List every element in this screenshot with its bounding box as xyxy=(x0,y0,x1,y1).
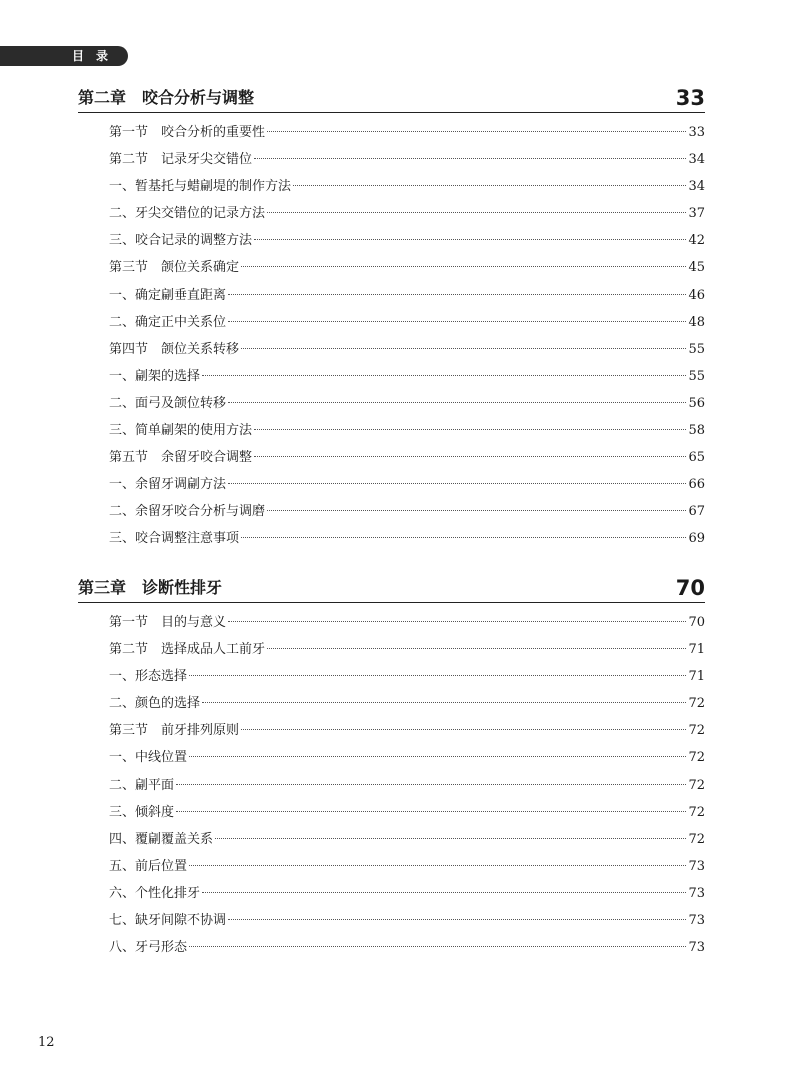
toc-item-entry[interactable] xyxy=(78,471,705,498)
toc-item-entry[interactable] xyxy=(78,390,705,417)
dot-leader xyxy=(228,321,686,322)
entry-page-number: 70 xyxy=(688,615,705,630)
dot-leader xyxy=(202,702,686,703)
toc-section-entry[interactable] xyxy=(78,146,705,173)
entry-page-number: 42 xyxy=(688,233,705,249)
entry-page-number: 73 xyxy=(688,858,705,874)
toc-item-entry[interactable] xyxy=(78,934,705,961)
chapter-block xyxy=(78,570,705,961)
toc-item-entry[interactable] xyxy=(78,309,705,336)
toc-item-entry[interactable] xyxy=(78,772,705,799)
toc-item-entry[interactable] xyxy=(78,200,705,227)
dot-leader xyxy=(293,185,686,186)
dot-leader xyxy=(189,675,686,676)
entry-page-number: 67 xyxy=(688,504,705,520)
toc-section-entry[interactable] xyxy=(78,119,705,146)
entry-page-number: 73 xyxy=(688,913,705,929)
entry-page-number: 72 xyxy=(688,723,705,739)
toc-item-entry[interactable] xyxy=(78,853,705,880)
entry-title: 一、形态选择 xyxy=(109,669,188,685)
dot-leader xyxy=(228,402,686,403)
entry-title: 三、倾斜度 xyxy=(109,804,175,820)
entry-title: 二、确定正中关系位 xyxy=(109,314,227,330)
dot-leader xyxy=(254,429,686,430)
dot-leader xyxy=(254,239,686,240)
toc-item-entry[interactable] xyxy=(78,826,705,853)
chapter-header xyxy=(78,80,705,113)
dot-leader xyxy=(202,892,686,893)
dot-leader xyxy=(189,756,686,757)
entry-title: 三、简单㓲架的使用方法 xyxy=(109,423,253,439)
entry-page-number: 58 xyxy=(688,423,705,439)
entry-page-number: 73 xyxy=(688,885,705,901)
entry-page-number: 73 xyxy=(688,940,705,956)
entry-page-number: 48 xyxy=(688,314,705,330)
entry-title: 六、个性化排牙 xyxy=(109,885,201,901)
dot-leader xyxy=(176,784,686,785)
toc-section-entry[interactable] xyxy=(78,609,705,636)
entry-title: 一、中线位置 xyxy=(109,750,188,766)
entry-title: 三、咬合记录的调整方法 xyxy=(109,233,253,249)
toc-item-entry[interactable] xyxy=(78,227,705,254)
toc-item-entry[interactable] xyxy=(78,663,705,690)
entry-page-number: 56 xyxy=(688,395,705,411)
dot-leader xyxy=(228,919,686,920)
entry-title: 八、牙弓形态 xyxy=(109,940,188,956)
dot-leader xyxy=(228,621,686,622)
entry-page-number: 34 xyxy=(688,179,705,195)
toc-section-entry[interactable] xyxy=(78,444,705,471)
dot-leader xyxy=(228,294,686,295)
chapter-title[interactable]: 第三章 诊断性排牙 xyxy=(78,578,223,597)
entry-title: 一、暂基托与蜡㓲堤的制作方法 xyxy=(109,179,292,195)
toc-item-entry[interactable] xyxy=(78,525,705,552)
dot-leader xyxy=(267,648,686,649)
dot-leader xyxy=(267,510,686,511)
entry-title: 第三节 前牙排列原则 xyxy=(109,723,240,739)
entry-title: 第一节 目的与意义 xyxy=(109,615,227,630)
toc-entries xyxy=(78,609,705,961)
dot-leader xyxy=(228,483,686,484)
entry-title: 二、面弓及颌位转移 xyxy=(109,395,227,411)
chapter-header xyxy=(78,570,705,603)
entry-title: 七、缺牙间隙不协调 xyxy=(109,913,227,929)
entry-title: 一、余留牙调㓲方法 xyxy=(109,477,227,493)
toc-item-entry[interactable] xyxy=(78,690,705,717)
dot-leader xyxy=(215,838,686,839)
toc-section-entry[interactable] xyxy=(78,254,705,281)
toc-entries xyxy=(78,119,705,553)
dot-leader xyxy=(241,348,686,349)
toc-section-entry[interactable] xyxy=(78,336,705,363)
toc-item-entry[interactable] xyxy=(78,498,705,525)
entry-page-number: 72 xyxy=(688,804,705,820)
entry-title: 二、㓲平面 xyxy=(109,777,175,793)
dot-leader xyxy=(254,158,686,159)
entry-page-number: 72 xyxy=(688,750,705,766)
toc-item-entry[interactable] xyxy=(78,907,705,934)
entry-page-number: 34 xyxy=(688,152,705,168)
entry-page-number: 33 xyxy=(688,125,705,140)
page-number: 12 xyxy=(38,1035,55,1050)
dot-leader xyxy=(267,131,686,132)
entry-title: 二、余留牙咬合分析与调磨 xyxy=(109,504,266,520)
entry-page-number: 55 xyxy=(688,341,705,357)
entry-page-number: 69 xyxy=(688,531,705,547)
entry-title: 第四节 颌位关系转移 xyxy=(109,341,240,357)
toc-item-entry[interactable] xyxy=(78,417,705,444)
dot-leader xyxy=(241,729,686,730)
dot-leader xyxy=(202,375,686,376)
entry-title: 第三节 颌位关系确定 xyxy=(109,260,240,276)
toc-item-entry[interactable] xyxy=(78,282,705,309)
entry-page-number: 55 xyxy=(688,368,705,384)
dot-leader xyxy=(189,865,686,866)
chapter-page-number: 33 xyxy=(675,86,705,110)
chapter-page-number: 70 xyxy=(675,576,705,600)
entry-page-number: 71 xyxy=(688,642,705,658)
dot-leader xyxy=(189,946,686,947)
toc-item-entry[interactable] xyxy=(78,363,705,390)
entry-title: 四、覆㓲覆盖关系 xyxy=(109,831,214,847)
dot-leader xyxy=(241,537,686,538)
toc-item-entry[interactable] xyxy=(78,880,705,907)
entry-page-number: 71 xyxy=(688,669,705,685)
entry-title: 第一节 咬合分析的重要性 xyxy=(109,125,266,140)
toc-item-entry[interactable] xyxy=(78,173,705,200)
entry-title: 第二节 选择成品人工前牙 xyxy=(109,642,266,658)
dot-leader xyxy=(241,266,686,267)
entry-title: 二、牙尖交错位的记录方法 xyxy=(109,206,266,222)
toc-item-entry[interactable] xyxy=(78,744,705,771)
dot-leader xyxy=(267,212,686,213)
toc-section-entry[interactable] xyxy=(78,636,705,663)
chapter-block xyxy=(78,80,705,553)
dot-leader xyxy=(176,811,686,812)
entry-page-number: 45 xyxy=(688,260,705,276)
entry-title: 三、咬合调整注意事项 xyxy=(109,531,240,547)
entry-title: 第五节 余留牙咬合调整 xyxy=(109,450,253,466)
entry-title: 一、确定㓲垂直距离 xyxy=(109,287,227,303)
entry-title: 一、㓲架的选择 xyxy=(109,368,201,384)
entry-page-number: 72 xyxy=(688,696,705,712)
entry-page-number: 46 xyxy=(688,287,705,303)
entry-title: 第二节 记录牙尖交错位 xyxy=(109,152,253,168)
entry-page-number: 72 xyxy=(688,777,705,793)
toc-item-entry[interactable] xyxy=(78,799,705,826)
dot-leader xyxy=(254,456,686,457)
entry-page-number: 66 xyxy=(688,477,705,493)
entry-page-number: 37 xyxy=(688,206,705,222)
entry-title: 五、前后位置 xyxy=(109,858,188,874)
entry-title: 二、颜色的选择 xyxy=(109,696,201,712)
entry-page-number: 72 xyxy=(688,831,705,847)
entry-page-number: 65 xyxy=(688,450,705,466)
toc-section-entry[interactable] xyxy=(78,717,705,744)
toc-tab: 目录 xyxy=(0,46,128,66)
chapter-title[interactable]: 第二章 咬合分析与调整 xyxy=(78,88,255,107)
